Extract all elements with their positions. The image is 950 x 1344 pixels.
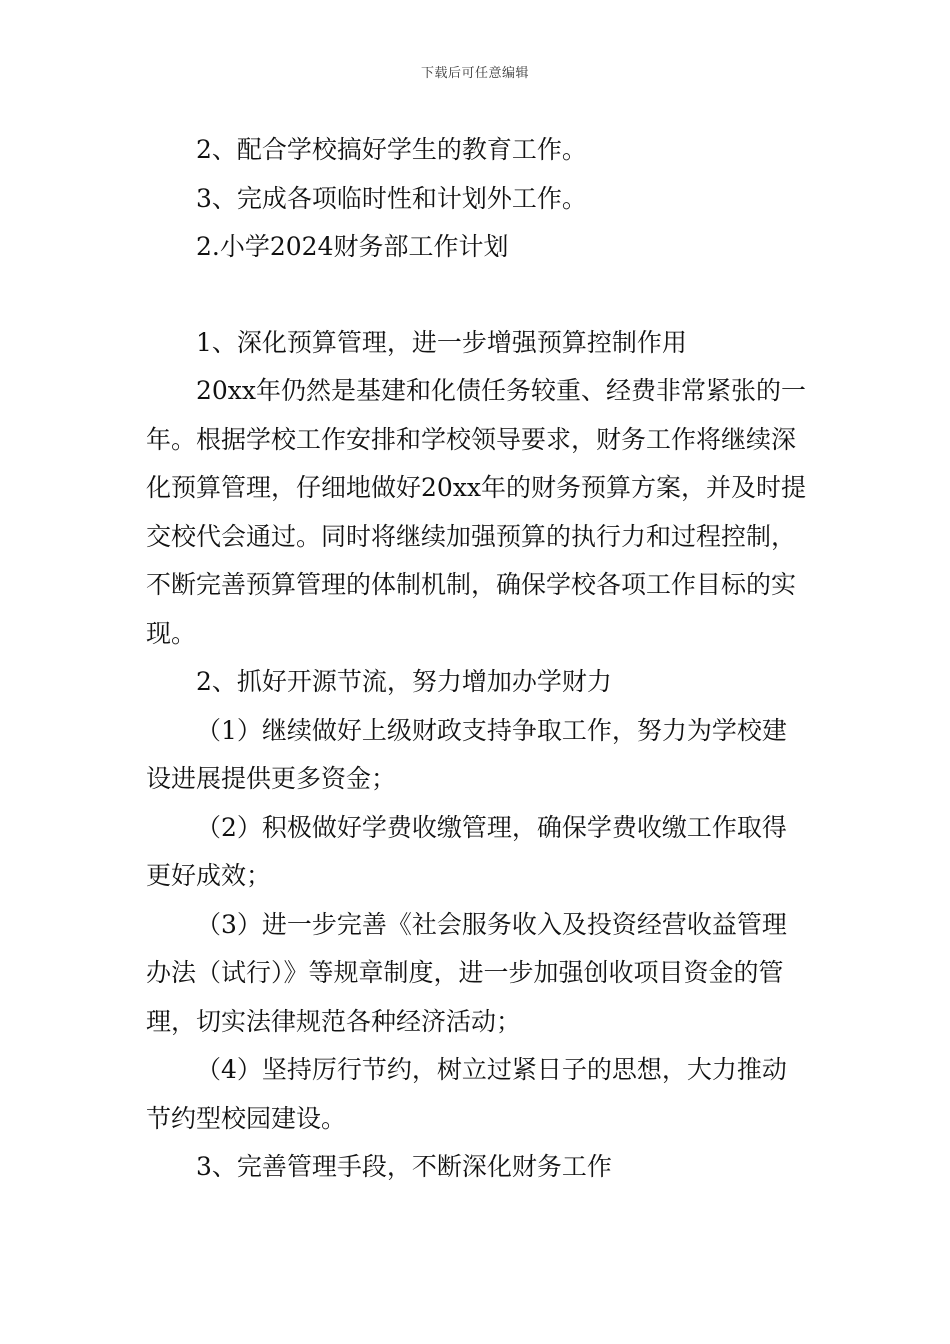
list-item-1: （1）继续做好上级财政支持争取工作，努力为学校建设进展提供更多资金；: [146, 715, 787, 793]
list-item-4: （4）坚持厉行节约，树立过紧日子的思想，大力推动节约型校园建设。: [146, 1055, 787, 1133]
heading-revenue-saving: 2、抓好开源节流，努力增加办学财力: [196, 667, 612, 696]
paragraph-budget-body: 20xx年仍然是基建和化债任务较重、经费非常紧张的一年。根据学校工作安排和学校领导要求，财务工作将继续深化预算管理，仔细地做好20xx年的财务预算方案，并及时提交校代会通过。同时将继续加强预算的执行力和过程控制，不断完善预算管理的体制机制，确保学校各项工作目标的实现。: [146, 376, 807, 648]
list-item-2: （2）积极做好学费收缴管理，确保学费收缴工作取得更好成效；: [146, 812, 787, 890]
paragraph-task-3: 3、完成各项临时性和计划外工作。: [196, 183, 587, 213]
blank-line: [146, 272, 808, 319]
heading-budget-management: 1、深化预算管理，进一步增强预算控制作用: [196, 327, 687, 357]
paragraph-task-2: 2、配合学校搞好学生的教育工作。: [196, 135, 587, 164]
list-item-3: （3）进一步完善《社会服务收入及投资经营收益管理办法（试行）》等规章制度，进一步加强创收项目资金的管理，切实法律规范各种经济活动；: [146, 909, 787, 1036]
section-title: 2.小学2024财务部工作计划: [196, 232, 509, 261]
document-body: [146, 126, 808, 1192]
page-header: 下载后可任意编辑: [420, 66, 529, 81]
heading-management-means: 3、完善管理手段，不断深化财务工作: [196, 1152, 612, 1181]
